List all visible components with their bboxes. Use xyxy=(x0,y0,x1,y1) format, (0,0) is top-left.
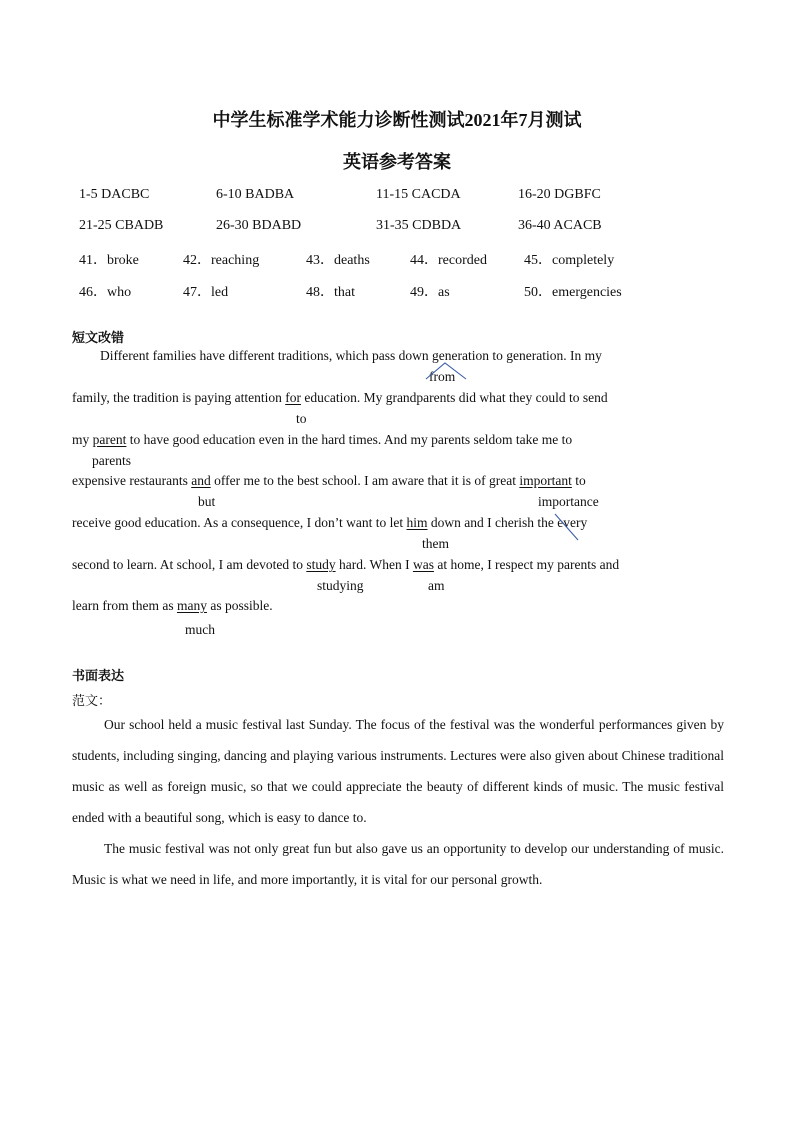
line-text: my xyxy=(72,432,93,447)
line-text: receive good education. As a consequence, I don’t want to let xyxy=(72,515,407,530)
line-text: down and I cherish xyxy=(427,515,538,530)
error-word: for xyxy=(285,390,301,405)
line-text: learn from them as xyxy=(72,598,177,613)
answer-cell: 11-15 CACDA xyxy=(376,187,461,202)
correction-fix: but xyxy=(198,494,216,509)
answer-cell: 6-10 BADBA xyxy=(216,187,295,202)
correction-fix: am xyxy=(428,578,445,593)
answer-cell: 46．who xyxy=(79,285,132,300)
answer-cell: 41．broke xyxy=(79,253,139,268)
writing-heading: 书面表达 xyxy=(72,669,125,684)
correction-fix: studying xyxy=(317,578,364,593)
insertion-caret-mark xyxy=(424,360,468,382)
line-text: offer me to the best school. I am aware that it is of great xyxy=(210,473,520,488)
essay-paragraph: The music festival was not only great fun but also gave us an opportunity to develop our understanding of music. Music is what we need in life, and more importantly, it is vital for our personal growth. xyxy=(72,841,724,887)
answer-cell: 45．completely xyxy=(524,253,615,268)
answer-cell: 16-20 DGBFC xyxy=(518,187,601,202)
answer-cell: 43．deaths xyxy=(306,253,370,268)
line-text: hard. When I xyxy=(335,557,413,572)
page-title: 中学生标准学术能力诊断性测试2021年7月测试 xyxy=(212,110,582,130)
answer-cell: 49．as xyxy=(410,285,450,300)
deletion-stroke-mark xyxy=(552,511,582,543)
line-text: to generation. In my xyxy=(489,348,602,363)
line-text: Different families have different traditions, which pass down xyxy=(100,348,433,363)
line-text: second to learn. At school, I am devoted to xyxy=(72,557,307,572)
correction-line xyxy=(100,348,602,364)
answer-cell: 36-40 ACACB xyxy=(518,218,602,233)
correction-line xyxy=(72,473,586,489)
essay-paragraph: Our school held a music festival last Sunday. The focus of the festival was the wonderful performances given by students, including singing, dancing and playing various instruments. Lectures were also given about Chinese traditional music as well as foreign music, so that we could appreciate the beauty of different kinds of music. The music festival ended with a beautiful song, which is easy to dance to. xyxy=(72,717,724,825)
line-text: education. My grandparents did what they could to send xyxy=(300,390,608,405)
error-word: study xyxy=(306,557,336,572)
page-subtitle: 英语参考答案 xyxy=(343,152,451,172)
correction-heading: 短文改错 xyxy=(72,331,125,346)
correction-fix: much xyxy=(185,622,215,637)
correction-fix: them xyxy=(422,536,449,551)
error-word: him xyxy=(406,515,428,530)
error-word: important xyxy=(519,473,572,488)
answer-cell: 44．recorded xyxy=(410,253,487,268)
line-text: to xyxy=(571,473,586,488)
correction-fix: importance xyxy=(538,494,599,509)
answer-cell: 1-5 DACBC xyxy=(79,187,150,202)
error-word: parent xyxy=(92,432,127,447)
correction-line xyxy=(72,390,608,406)
line-text: every xyxy=(553,515,588,530)
correction-fix: to xyxy=(296,411,307,426)
sample-label: 范文： xyxy=(72,694,112,709)
error-word: and xyxy=(191,473,211,488)
line-text: as possible. xyxy=(206,598,273,613)
answer-cell: 21-25 CBADB xyxy=(79,218,164,233)
error-word: the xyxy=(537,515,554,530)
correction-line xyxy=(72,598,273,614)
correction-line xyxy=(72,432,572,448)
correction-fix: parents xyxy=(92,453,131,468)
error-word: many xyxy=(176,598,207,613)
answer-cell: 42．reaching xyxy=(183,253,260,268)
error-word: was xyxy=(412,557,434,572)
answer-cell: 31-35 CDBDA xyxy=(376,218,462,233)
sample-essay xyxy=(72,709,724,895)
answer-cell: 47．led xyxy=(183,285,229,300)
answer-cell: 26-30 BDABD xyxy=(216,218,302,233)
line-text: at home, I respect my parents and xyxy=(433,557,620,572)
line-text: expensive restaurants xyxy=(72,473,192,488)
correction-fix: from xyxy=(429,369,456,384)
answer-cell: 48．that xyxy=(306,285,355,300)
line-text: generation xyxy=(432,348,490,363)
line-text: family, the tradition is paying attention xyxy=(72,390,286,405)
correction-line xyxy=(72,515,587,531)
answer-cell: 50．emergencies xyxy=(524,285,622,300)
correction-line xyxy=(72,557,619,573)
line-text: to have good education even in the hard times. And my parents seldom take me to xyxy=(126,432,573,447)
